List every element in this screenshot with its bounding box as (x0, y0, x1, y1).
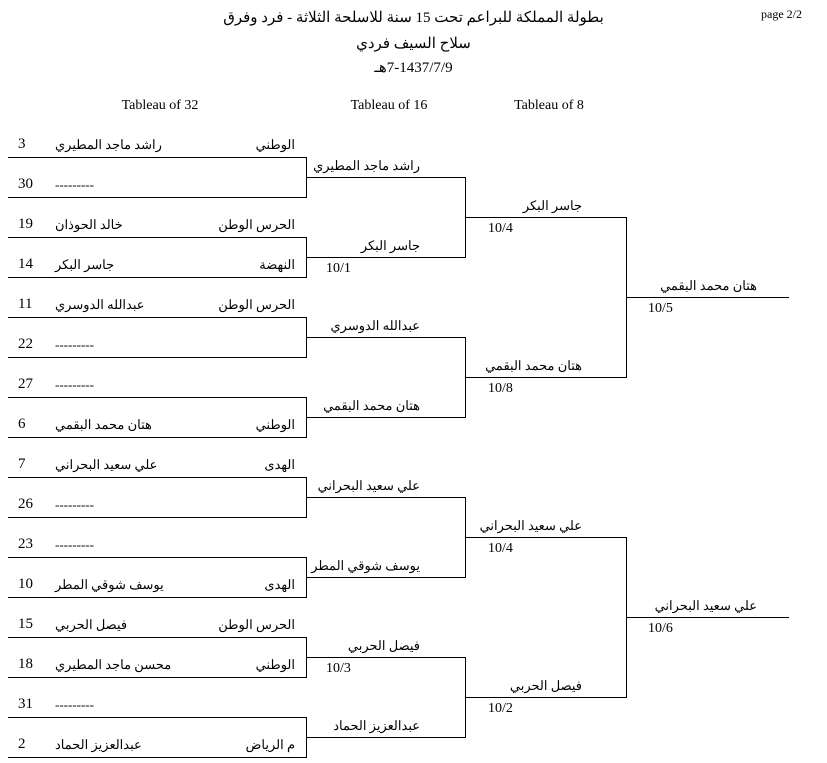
r16-line (306, 177, 466, 178)
r32-name: --------- (55, 537, 94, 552)
r32-name: يوسف شوقي المطر (55, 577, 164, 592)
r16-name: يوسف شوقي المطر (311, 558, 420, 573)
r16-name: عبدالله الدوسري (330, 318, 420, 333)
r32-line (8, 237, 307, 238)
r32-seed: 31 (18, 696, 33, 712)
r32-name: --------- (55, 177, 94, 192)
r16-line (306, 657, 466, 658)
r32-name: محسن ماجد المطيري (55, 657, 172, 672)
r8-score: 10/4 (488, 221, 513, 236)
r32-club: النهضة (259, 257, 295, 272)
r4-name: هتان محمد البقمي (660, 278, 757, 293)
r32-seed: 6 (18, 416, 26, 432)
r8-line (465, 377, 627, 378)
r8-line (465, 537, 627, 538)
r32-line (8, 517, 307, 518)
r32-name: راشد ماجد المطيري (55, 137, 162, 152)
r16-name: هتان محمد البقمي (323, 398, 420, 413)
r32-seed: 7 (18, 456, 26, 472)
r32-name: --------- (55, 697, 94, 712)
r32-club: الوطني (255, 417, 295, 432)
r32-seed: 3 (18, 136, 26, 152)
r32-seed: 14 (18, 256, 33, 272)
r4-score: 10/5 (648, 301, 673, 316)
r32-name: --------- (55, 337, 94, 352)
r8-name: فيصل الحربي (509, 678, 582, 693)
r4-line (626, 297, 789, 298)
r32-name: فيصل الحربي (55, 617, 128, 632)
tournament-title: بطولة المملكة للبراعم تحت 15 سنة للاسلحة الثلاثة - فرد وفرق (223, 10, 604, 26)
r16-name: راشد ماجد المطيري (313, 158, 420, 173)
date-title: 7-1437/7/9هـ (374, 60, 453, 76)
r32-name: علي سعيد البحراني (55, 457, 158, 472)
r32-name: عبدالله الدوسري (55, 297, 145, 312)
r16-line (306, 737, 466, 738)
r8-score: 10/8 (488, 381, 513, 396)
r8-name: علي سعيد البحراني (479, 518, 582, 533)
r32-line (8, 277, 307, 278)
r32-name: هتان محمد البقمي (55, 417, 152, 432)
r4-name: علي سعيد البحراني (654, 598, 757, 613)
r32-club: الهدى (264, 577, 295, 592)
header-tableau-8: Tableau of 8 (514, 98, 584, 113)
r32-name: جاسر البكر (55, 257, 115, 272)
r32-club: م الرياض (245, 737, 295, 752)
header-tableau-16: Tableau of 16 (350, 98, 428, 113)
r32-seed: 15 (18, 616, 33, 632)
header-tableau-32: Tableau of 32 (121, 98, 199, 113)
r4-score: 10/6 (648, 621, 673, 636)
r16-line (306, 417, 466, 418)
r16-name: فيصل الحربي (347, 638, 420, 653)
r8-name: هتان محمد البقمي (485, 358, 582, 373)
weapon-title: سلاح السيف فردي (356, 36, 471, 52)
r32-line (8, 397, 307, 398)
r32-name: --------- (55, 497, 94, 512)
r32-club: الهدى (264, 457, 295, 472)
r16-name: عبدالعزيز الحماد (333, 718, 420, 733)
r32-line (8, 637, 307, 638)
r32-seed: 10 (18, 576, 33, 592)
r32-club: الوطني (255, 137, 295, 152)
r8-name: جاسر البكر (522, 198, 582, 213)
r8-line (465, 697, 627, 698)
r32-line (8, 157, 307, 158)
r32-club: الوطني (255, 657, 295, 672)
r16-name: علي سعيد البحراني (317, 478, 420, 493)
r32-club: الحرس الوطن (218, 297, 295, 312)
page-label: page 2/2 (761, 7, 802, 21)
r32-seed: 2 (18, 736, 26, 752)
r16-name: جاسر البكر (360, 238, 420, 253)
r8-line (465, 217, 627, 218)
r32-line (8, 437, 307, 438)
r32-line (8, 197, 307, 198)
r32-club: الحرس الوطن (218, 217, 295, 232)
r32-line (8, 677, 307, 678)
r32-club: الحرس الوطن (218, 617, 295, 632)
r32-line (8, 357, 307, 358)
r32-seed: 26 (18, 496, 33, 512)
r32-seed: 22 (18, 336, 33, 352)
r32-line (8, 757, 307, 758)
r16-score: 10/3 (326, 661, 351, 676)
r32-seed: 18 (18, 656, 33, 672)
r32-seed: 23 (18, 536, 33, 552)
r32-line (8, 717, 307, 718)
r8-score: 10/2 (488, 701, 513, 716)
r8-score: 10/4 (488, 541, 513, 556)
r32-seed: 30 (18, 176, 33, 192)
r32-seed: 11 (18, 296, 33, 312)
r16-line (306, 577, 466, 578)
r32-name: خالد الحوذان (55, 217, 123, 232)
r32-name: عبدالعزيز الحماد (55, 737, 142, 752)
r32-line (8, 477, 307, 478)
r4-line (626, 617, 789, 618)
r32-seed: 27 (18, 376, 33, 392)
r16-line (306, 257, 466, 258)
r16-score: 10/1 (326, 261, 351, 276)
r32-line (8, 317, 307, 318)
r32-name: --------- (55, 377, 94, 392)
r32-seed: 19 (18, 216, 33, 232)
r32-line (8, 597, 307, 598)
r32-line (8, 557, 307, 558)
r16-line (306, 337, 466, 338)
r16-line (306, 497, 466, 498)
